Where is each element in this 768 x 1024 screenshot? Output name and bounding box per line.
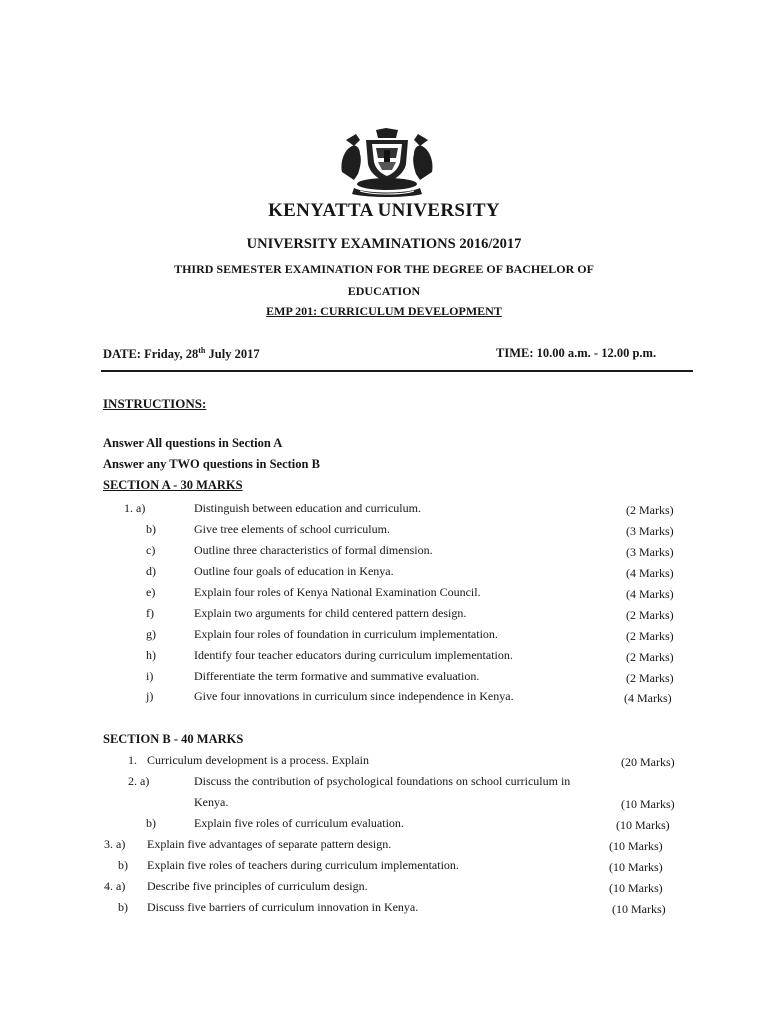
section-a-heading: SECTION A - 30 MARKS [103,478,243,492]
exam-title: UNIVERSITY EXAMINATIONS 2016/2017 [246,236,522,252]
question-marks: (2 Marks) [626,671,674,685]
question-marks: (2 Marks) [626,629,674,643]
question-text: Explain four roles of foundation in curriculum implementation. [194,627,498,641]
question-marks: (10 Marks) [616,818,670,832]
question-marks: (3 Marks) [626,524,674,538]
question-marks: (3 Marks) [626,545,674,559]
question-marks: (10 Marks) [609,881,663,895]
question-text: Outline four goals of education in Kenya. [194,564,394,578]
question-marks: (10 Marks) [621,797,675,811]
question-number: 3. a) [104,837,126,851]
question-number: i) [146,669,154,683]
question-number: e) [146,585,156,599]
question-marks: (2 Marks) [626,503,674,517]
question-marks: (2 Marks) [626,608,674,622]
question-number: h) [146,648,156,662]
question-marks: (10 Marks) [612,902,666,916]
question-number: b) [118,858,128,872]
question-marks: (4 Marks) [626,587,674,601]
university-crest-logo [336,128,438,198]
question-number: 1. [128,753,137,767]
question-marks: (4 Marks) [626,566,674,580]
course-title: EMP 201: CURRICULUM DEVELOPMENT [266,304,502,318]
question-number: b) [146,522,156,536]
instructions-heading: INSTRUCTIONS: [103,396,207,411]
question-text: Discuss five barriers of curriculum innovation in Kenya. [147,900,419,914]
question-text: Explain five roles of teachers during curriculum implementation. [147,858,459,872]
question-text: Describe five principles of curriculum design. [147,879,368,893]
question-text: Give tree elements of school curriculum. [194,522,390,536]
date-ordinal: th [198,346,206,355]
question-text: Discuss the contribution of psychological foundations on school curriculum in [194,774,571,788]
question-number: f) [146,606,154,620]
question-number: 4. a) [104,879,126,893]
question-text: Give four innovations in curriculum since independence in Kenya. [194,689,514,703]
degree-line: EDUCATION [347,284,421,298]
exam-date [103,346,260,362]
question-text-continued: Kenya. [194,795,229,809]
question-text: Curriculum development is a process. Explain [147,753,369,767]
question-number: j) [146,689,154,703]
exam-time: TIME: 10.00 a.m. - 12.00 p.m. [496,346,657,360]
question-text: Explain five roles of curriculum evaluation. [194,816,404,830]
question-number: d) [146,564,156,578]
question-number: g) [146,627,156,641]
question-text: Differentiate the term formative and summative evaluation. [194,669,480,683]
question-number: b) [146,816,156,830]
question-number: 2. a) [128,774,150,788]
question-text: Explain four roles of Kenya National Examination Council. [194,585,481,599]
question-text: Identify four teacher educators during curriculum implementation. [194,648,513,662]
question-number: b) [118,900,128,914]
question-text: Distinguish between education and curriculum. [194,501,421,515]
header-divider [101,370,693,372]
semester-line: THIRD SEMESTER EXAMINATION FOR THE DEGREE OF BACHELOR OF [174,262,594,276]
question-number: 1. a) [124,501,146,515]
university-name: KENYATTA UNIVERSITY [268,200,500,221]
question-marks: (10 Marks) [609,860,663,874]
question-number: c) [146,543,156,557]
date-prefix: DATE: Friday, 28 [103,347,199,362]
question-marks: (2 Marks) [626,650,674,664]
instruction-line: Answer any TWO questions in Section B [103,457,320,471]
section-b-heading: SECTION B - 40 MARKS [103,732,244,746]
question-marks: (20 Marks) [621,755,675,769]
question-text: Explain two arguments for child centered pattern design. [194,606,467,620]
question-marks: (4 Marks) [624,691,672,705]
question-text: Outline three characteristics of formal dimension. [194,543,433,557]
instruction-line: Answer All questions in Section A [103,436,283,450]
date-suffix: July 2017 [205,347,260,362]
question-text: Explain five advantages of separate pattern design. [147,837,392,851]
question-marks: (10 Marks) [609,839,663,853]
